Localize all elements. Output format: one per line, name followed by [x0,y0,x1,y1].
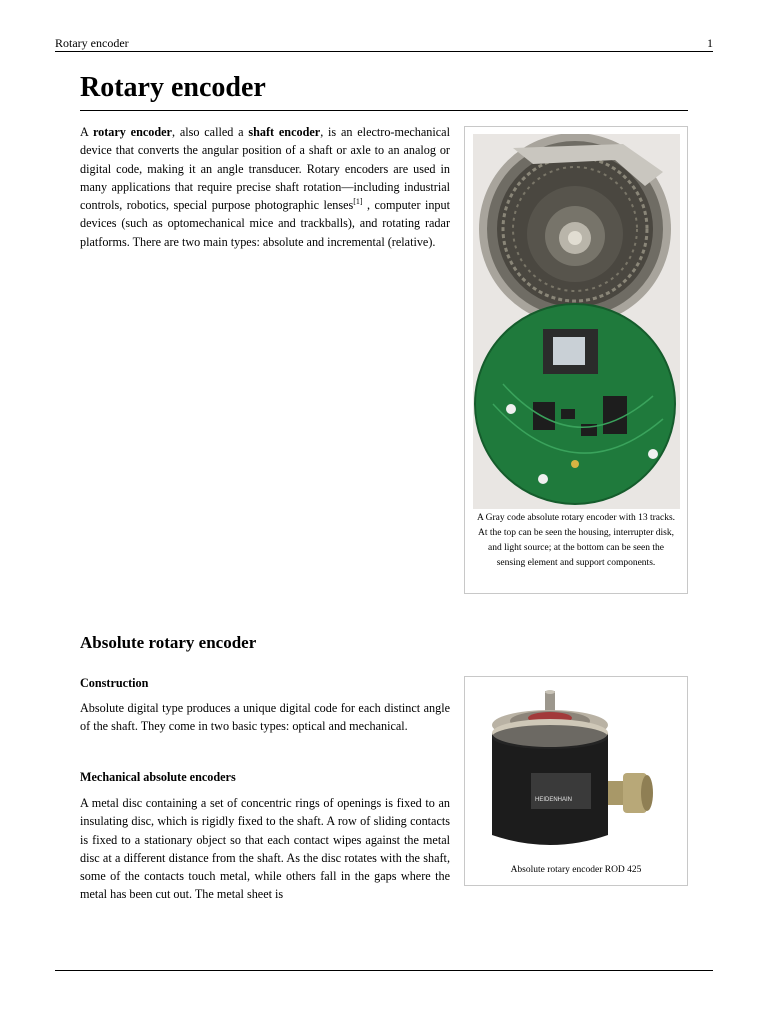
rod-425-encoder-photo[interactable] [483,685,669,855]
figure-rod-425 [464,676,688,886]
article-title: Rotary encoder [80,72,266,103]
intro-paragraph [80,123,450,251]
gray-code-encoder-photo[interactable] [473,134,680,509]
intro-text-4: , computer input devices (such as optomechanical mice and trackballs), and rotating radar platforms. There are two main types: absolute and incremental (relative). [80,198,450,249]
running-title: Rotary encoder [55,36,129,50]
mechanical-paragraph: A metal disc containing a set of concentric rings of openings is fixed to an insulating disc, which is rigidly fixed to the shaft. A row of sliding contacts is fixed to a stationary object so that each contact wipes against the metal disc at a different distance from the shaft. As the disc rotates with the shaft, some of the contacts touch metal, while others fall in the gaps where the metal has been cut out. The metal sheet is [80,796,450,902]
header-rule [55,51,713,52]
construction-paragraph: Absolute digital type produces a unique digital code for each distinct angle of the shaft. They come in two basic types: optical and mechanical. [80,701,450,734]
subheading-mechanical: Mechanical absolute encoders [80,770,236,784]
figure-gray-code-encoder [464,126,688,594]
page-number: 1 [707,36,713,50]
intro-text-2: , also called a [171,125,249,139]
footer-rule [55,970,713,971]
intro-text-1: A [80,125,93,139]
title-rule [80,110,688,111]
citation-link[interactable]: [1] [353,197,363,207]
brand-label: HEIDENHAIN [535,797,573,803]
figure-caption: Absolute rotary encoder ROD 425 [510,865,642,875]
intro-bold-shaft-encoder: shaft encoder [248,125,321,139]
figure-caption: A Gray code absolute rotary encoder with 13 tracks. At the top can be seen the housing, interrupter disk, and light source; at the bottom can be seen the sensing element and support components. [476,513,676,568]
intro-text-3: , is an electro-mechanical device that converts the angular position of a shaft or axle to an analog or digital code, making it an angle transducer. Rotary encoders are used in many applications that require precise shaft rotation—including industrial controls, robotics, special purpose photographic lenses [80,125,450,213]
intro-bold-rotary-encoder: rotary encoder [92,125,172,139]
running-header [55,36,713,50]
subheading-construction: Construction [80,676,149,690]
section-heading-absolute: Absolute rotary encoder [80,633,257,652]
